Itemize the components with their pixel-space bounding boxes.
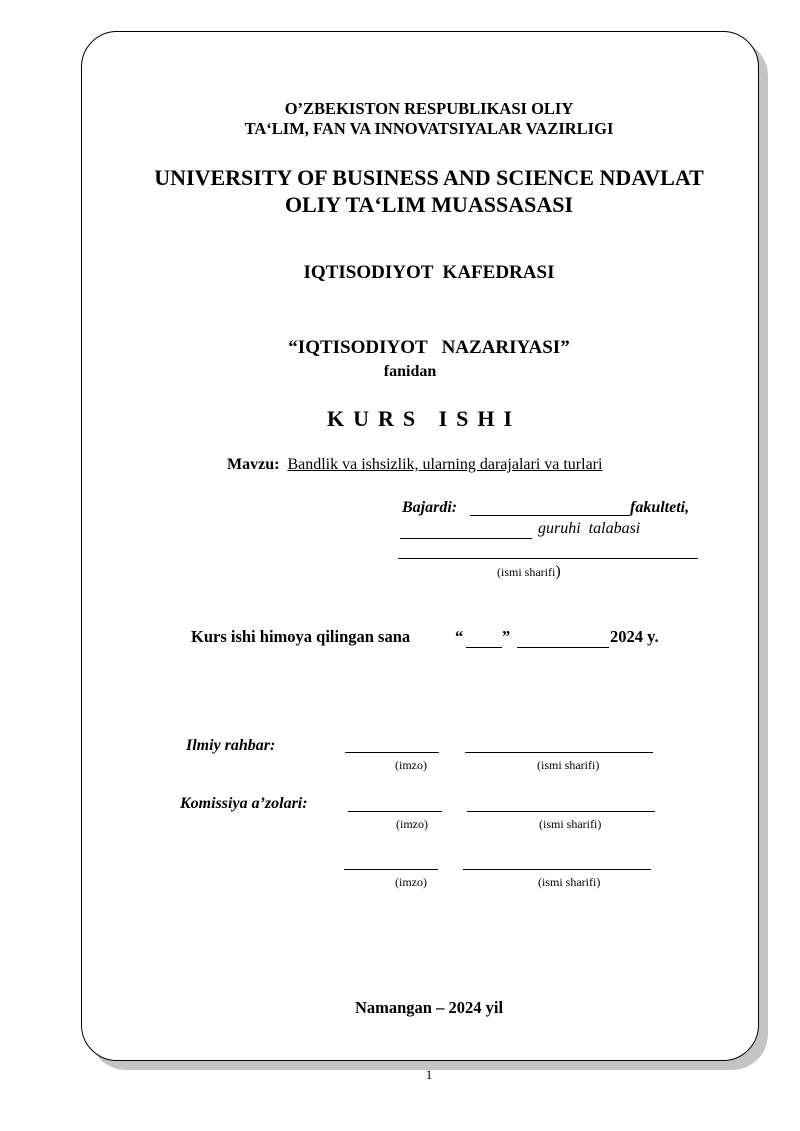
document-type-title: KURS ISHI [326, 406, 522, 431]
faculty-word: fakulteti, [630, 499, 690, 516]
defense-label: Kurs ishi himoya qilingan sana [191, 627, 411, 646]
commission-sign-line-1 [348, 811, 442, 812]
subject-name: “IQTISODIYOT NAZARIYASI” [288, 337, 570, 358]
supervisor-sign-caption: (imzo) [395, 758, 427, 772]
commission-name-line-2 [463, 869, 651, 870]
student-name-caption-text: (ismi sharifi [497, 565, 556, 579]
defense-close-quote: ” [502, 627, 511, 646]
commission-label: Komissiya a’zolari: [180, 795, 308, 812]
commission-name-line-1 [467, 811, 655, 812]
university-name [81, 164, 777, 218]
defense-month-line [517, 647, 609, 648]
topic-row [227, 456, 602, 474]
commission-name-caption-2: (ismi sharifi) [538, 875, 601, 889]
department-title: IQTISODIYOT KAFEDRASI [303, 262, 555, 283]
supervisor-sign-line [345, 752, 439, 753]
group-blank-line [400, 538, 532, 539]
commission-sign-line-2 [344, 869, 438, 870]
group-text: guruhi talabasi [538, 520, 641, 537]
defense-year: 2024 y. [610, 627, 659, 646]
supervisor-name-line [465, 752, 653, 753]
subject-suffix: fanidan [383, 363, 437, 380]
topic-label: Mavzu: [227, 456, 280, 473]
student-name-caption [497, 563, 561, 581]
ministry-line-1: O’ZBEKISTON RESPUBLIKASI OLIY [284, 99, 574, 118]
ministry-line-2: TA‘LIM, FAN VA INNOVATSIYALAR VAZIRLIGI [244, 119, 614, 138]
defense-day-line [466, 647, 502, 648]
student-name-caption-close: ) [555, 563, 561, 580]
university-line-2: OLIY TA‘LIM MUASSASASI [284, 192, 574, 217]
performer-label: Bajardi: [402, 499, 458, 516]
commission-sign-caption-2: (imzo) [395, 875, 427, 889]
university-line-1: UNIVERSITY OF BUSINESS AND SCIENCE NDAVLAT [154, 165, 704, 190]
faculty-blank-line [470, 515, 630, 516]
page-number: 1 [425, 1067, 433, 1082]
defense-open-quote: “ [455, 627, 464, 646]
topic-value: Bandlik va ishsizlik, ularning darajalari va turlari [287, 456, 603, 473]
supervisor-label: Ilmiy rahbar: [186, 737, 276, 754]
commission-name-caption-1: (ismi sharifi) [539, 817, 602, 831]
footer-city-year: Namangan – 2024 yil [354, 998, 504, 1017]
supervisor-name-caption: (ismi sharifi) [537, 758, 600, 772]
student-name-line [398, 558, 698, 559]
commission-sign-caption-1: (imzo) [396, 817, 428, 831]
ministry-header [81, 99, 777, 139]
